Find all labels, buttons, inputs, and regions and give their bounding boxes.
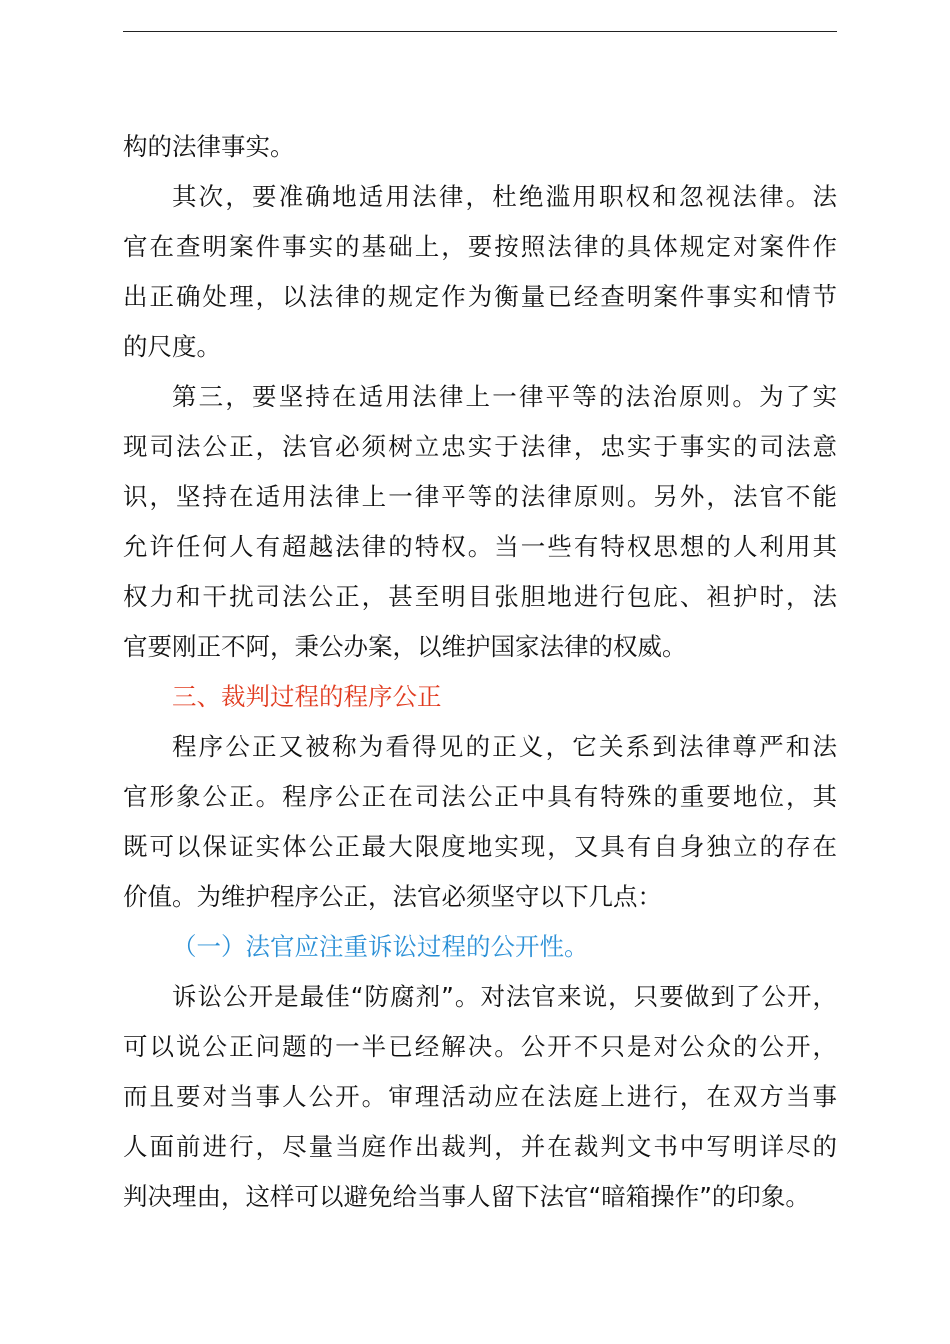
paragraph-line: 可以说公正问题的一半已经解决。公开不只是对公众的公开， bbox=[123, 1032, 837, 1061]
header-rule bbox=[123, 31, 837, 32]
paragraph-line: 判决理由，这样可以避免给当事人留下法官“暗箱操作”的印象。 bbox=[123, 1182, 810, 1211]
paragraph-line: 识，坚持在适用法律上一律平等的法律原则。另外，法官不能 bbox=[123, 482, 837, 511]
paragraph-line: 而且要对当事人公开。审理活动应在法庭上进行，在双方当事 bbox=[123, 1082, 837, 1111]
paragraph-line: 程序公正又被称为看得见的正义，它关系到法律尊严和法 bbox=[172, 732, 837, 761]
paragraph-line: 官在查明案件事实的基础上，要按照法律的具体规定对案件作 bbox=[123, 232, 837, 261]
section-heading: 三、裁判过程的程序公正 bbox=[172, 682, 442, 711]
paragraph-line: 诉讼公开是最佳“防腐剂”。对法官来说，只要做到了公开， bbox=[172, 982, 837, 1011]
paragraph-line: 现司法公正，法官必须树立忠实于法律，忠实于事实的司法意 bbox=[123, 432, 837, 461]
paragraph-line: 官形象公正。程序公正在司法公正中具有特殊的重要地位，其 bbox=[123, 782, 837, 811]
paragraph-line: 官要刚正不阿，秉公办案，以维护国家法律的权威。 bbox=[123, 632, 687, 661]
paragraph-line: 允许任何人有超越法律的特权。当一些有特权思想的人利用其 bbox=[123, 532, 837, 561]
subsection-heading: （一）法官应注重诉讼过程的公开性。 bbox=[172, 932, 589, 961]
paragraph-line: 既可以保证实体公正最大限度地实现，又具有自身独立的存在 bbox=[123, 832, 837, 861]
paragraph-line: 价值。为维护程序公正，法官必须坚守以下几点： bbox=[123, 882, 662, 911]
paragraph-line: 人面前进行，尽量当庭作出裁判，并在裁判文书中写明详尽的 bbox=[123, 1132, 837, 1161]
paragraph-line: 出正确处理，以法律的规定作为衡量已经查明案件事实和情节 bbox=[123, 282, 837, 311]
paragraph-line: 的尺度。 bbox=[123, 332, 221, 361]
paragraph-line: 其次，要准确地适用法律，杜绝滥用职权和忽视法律。法 bbox=[172, 182, 837, 211]
document-body bbox=[123, 122, 837, 1222]
paragraph-line: 构的法律事实。 bbox=[123, 132, 295, 161]
paragraph-line: 第三，要坚持在适用法律上一律平等的法治原则。为了实 bbox=[172, 382, 837, 411]
paragraph-line: 权力和干扰司法公正，甚至明目张胆地进行包庇、袒护时，法 bbox=[123, 582, 837, 611]
